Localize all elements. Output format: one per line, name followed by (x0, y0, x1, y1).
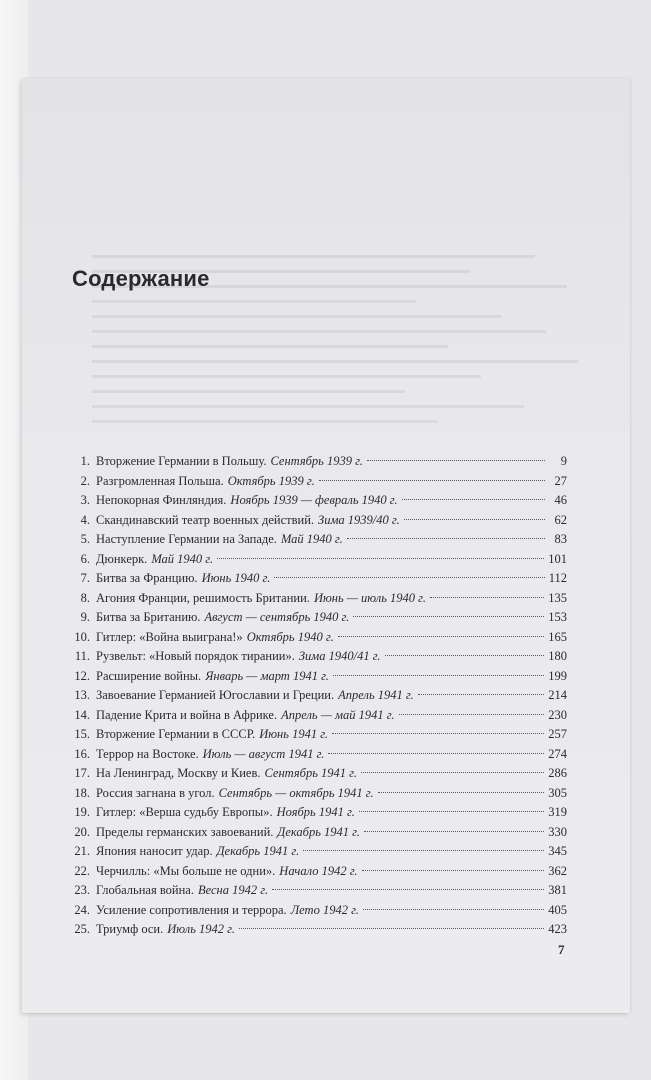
toc-entry-page: 27 (554, 473, 567, 488)
toc-entry-title: На Ленинград, Москву и Киев. (96, 766, 261, 780)
toc-entry-number: 11. (74, 649, 90, 663)
toc-entry-number: 19. (74, 805, 90, 819)
toc-entry-title: Террор на Востоке. (96, 746, 199, 761)
toc-entry-number: 5. (80, 532, 90, 546)
toc-entry (66, 511, 567, 531)
toc-entry-date: Июль — август 1941 г. (202, 746, 325, 761)
toc-entry-number: 3. (80, 493, 90, 507)
toc-entry-title: Вторжение Германии в СССР. (96, 727, 256, 741)
toc-entry (66, 764, 567, 784)
toc-entry (66, 608, 567, 628)
dot-leader (367, 460, 545, 461)
dot-leader (239, 928, 544, 929)
toc-entry-number: 24. (74, 902, 90, 917)
toc-entry (66, 862, 567, 882)
toc-entry (66, 452, 567, 472)
toc-entry-title: Наступление Германии на Западе. (96, 532, 277, 546)
toc-entry-title: Япония наносит удар. (96, 844, 213, 858)
toc-entry (66, 530, 567, 550)
toc-entry-number: 15. (74, 727, 90, 741)
toc-entry-page: 165 (548, 629, 567, 644)
toc-entry-date: Зима 1939/40 г. (318, 512, 400, 527)
dot-leader (361, 772, 544, 773)
toc-entry-date: Ноябрь 1939 — февраль 1940 г. (230, 493, 398, 507)
toc-entry (66, 842, 567, 862)
toc-entry-date: Апрель — май 1941 г. (281, 707, 395, 722)
toc-entry-title: Агония Франции, решимость Британии. (96, 590, 310, 605)
toc-entry-date: Август — сентябрь 1940 г. (204, 610, 350, 624)
dot-leader (404, 519, 545, 520)
toc-entry-number: 18. (74, 785, 90, 800)
toc-entry-title: Падение Крита и война в Африке. (96, 707, 278, 722)
toc-entry-date: Весна 1942 г. (197, 883, 269, 897)
toc-entry-date: Январь — март 1941 г. (205, 668, 329, 683)
toc-entry-title: Вторжение Германии в Польшу. (96, 454, 267, 468)
toc-entry-date: Октябрь 1939 г. (227, 473, 315, 488)
toc-entry-page: 305 (548, 785, 567, 800)
toc-entry-page: 199 (548, 668, 567, 683)
toc-entry-title: Черчилль: «Мы больше не одни». (96, 863, 276, 878)
toc-entry (66, 881, 567, 901)
toc-entry-date: Апрель 1941 г. (338, 688, 414, 702)
toc-entry-page: 330 (548, 824, 567, 839)
toc-entry (66, 628, 567, 648)
toc-entry-title: Скандинавский театр военных действий. (96, 512, 315, 527)
toc-entry-date: Октябрь 1940 г. (246, 629, 334, 644)
toc-entry-title: Разгромленная Польша. (96, 473, 224, 488)
toc-entry-number: 14. (74, 707, 90, 722)
toc-entry-page: 319 (548, 805, 567, 819)
toc-entry-number: 23. (74, 883, 90, 897)
toc-entry-date: Май 1940 г. (280, 532, 343, 546)
toc-entry-page: 135 (548, 590, 567, 605)
dot-leader (399, 714, 545, 715)
toc-entry-title: Глобальная война. (96, 883, 194, 897)
toc-entry-title: Завоевание Германией Югославии и Греции. (96, 688, 335, 702)
toc-entry-page: 153 (548, 610, 567, 624)
dot-leader (328, 753, 544, 754)
toc-entry (66, 920, 567, 940)
toc-entry-number: 10. (74, 629, 90, 644)
dot-leader (402, 499, 545, 500)
toc-entry-number: 17. (74, 766, 90, 780)
dot-leader (359, 811, 544, 812)
dot-leader (362, 870, 545, 871)
toc-entry-date: Май 1940 г. (151, 551, 214, 566)
toc-entry-title: Дюнкерк. (96, 551, 148, 566)
toc-entry (66, 803, 567, 823)
toc-entry (66, 667, 567, 687)
toc-entry-number: 9. (80, 610, 90, 624)
toc-entry-date: Июль 1942 г. (167, 922, 236, 936)
toc-entry-page: 423 (548, 922, 567, 936)
toc-entry-date: Декабрь 1941 г. (277, 824, 360, 839)
toc-entry-number: 1. (80, 454, 90, 468)
dot-leader (353, 616, 544, 617)
toc-entry-number: 8. (80, 590, 90, 605)
toc-entry (66, 589, 567, 609)
dot-leader (272, 889, 544, 890)
page-number: 7 (558, 942, 565, 957)
toc-entry (66, 745, 567, 765)
toc-entry-number: 21. (74, 844, 90, 858)
toc-entry-date: Зима 1940/41 г. (298, 649, 381, 663)
toc-entry-number: 13. (74, 688, 90, 702)
toc-entry (66, 706, 567, 726)
toc-entry-title: Россия загнана в угол. (96, 785, 215, 800)
toc-entry-page: 274 (548, 746, 567, 761)
toc-entry-number: 20. (74, 824, 90, 839)
toc-entry-page: 286 (548, 766, 567, 780)
toc-entry (66, 725, 567, 745)
toc-entry-title: Рузвельт: «Новый порядок тирании». (96, 649, 295, 663)
toc-entry (66, 647, 567, 667)
toc-entry-title: Пределы германских завоеваний. (96, 824, 274, 839)
toc-entry-number: 25. (74, 922, 90, 936)
toc-entry-title: Триумф оси. (96, 922, 164, 936)
dot-leader (319, 480, 545, 481)
toc-entry-page: 101 (548, 551, 567, 566)
toc-entry-page: 230 (548, 707, 567, 722)
toc-entry-page: 257 (548, 727, 567, 741)
toc-entry-page: 46 (554, 493, 567, 507)
toc-entry-date: Сентябрь — октябрь 1941 г. (218, 785, 374, 800)
toc-entry-number: 16. (74, 746, 90, 761)
toc-entry (66, 472, 567, 492)
dot-leader (347, 538, 545, 539)
toc-entry (66, 569, 567, 589)
toc-entry (66, 491, 567, 511)
dot-leader (338, 636, 545, 637)
toc-entry-page: 405 (548, 902, 567, 917)
toc-entry-number: 22. (74, 863, 90, 878)
dot-leader (385, 655, 545, 656)
toc-entry-title: Битва за Британию. (96, 610, 201, 624)
toc-entry-date: Ноябрь 1941 г. (276, 805, 355, 819)
dot-leader (364, 831, 544, 832)
table-of-contents (66, 452, 567, 940)
toc-entry-page: 362 (548, 863, 567, 878)
toc-entry (66, 823, 567, 843)
toc-entry-page: 180 (548, 649, 567, 663)
toc-entry (66, 901, 567, 921)
toc-entry-date: Сентябрь 1941 г. (264, 766, 357, 780)
toc-entry (66, 686, 567, 706)
toc-entry-date: Декабрь 1941 г. (216, 844, 300, 858)
toc-entry-title: Битва за Францию. (96, 571, 198, 585)
toc-entry-page: 214 (548, 688, 567, 702)
toc-entry-number: 12. (74, 668, 90, 683)
toc-entry-title: Непокорная Финляндия. (96, 493, 227, 507)
toc-entry-page: 381 (548, 883, 567, 897)
toc-entry-date: Июнь 1940 г. (201, 571, 271, 585)
toc-entry-date: Сентябрь 1939 г. (270, 454, 363, 468)
dot-leader (418, 694, 545, 695)
dot-leader (363, 909, 544, 910)
toc-entry (66, 550, 567, 570)
dot-leader (274, 577, 544, 578)
dot-leader (378, 792, 545, 793)
toc-entry-date: Июнь 1941 г. (259, 727, 329, 741)
toc-entry-page: 112 (548, 571, 567, 585)
toc-entry-title: Гитлер: «Война выиграна!» (96, 629, 243, 644)
toc-entry-page: 62 (554, 512, 567, 527)
toc-entry-page: 9 (560, 454, 567, 468)
toc-entry-number: 2. (80, 473, 90, 488)
page-title: Содержание (72, 266, 210, 291)
toc-entry-page: 83 (554, 532, 567, 546)
toc-entry-number: 6. (80, 551, 90, 566)
toc-entry-number: 7. (80, 571, 90, 585)
toc-entry-number: 4. (80, 512, 90, 527)
toc-entry-date: Июнь — июль 1940 г. (313, 590, 427, 605)
dot-leader (430, 597, 544, 598)
toc-entry-date: Лето 1942 г. (290, 902, 359, 917)
toc-entry-title: Расширение войны. (96, 668, 202, 683)
dot-leader (332, 733, 544, 734)
dot-leader (217, 558, 544, 559)
dot-leader (303, 850, 544, 851)
toc-entry-title: Усиление сопротивления и террора. (96, 902, 287, 917)
dot-leader (333, 675, 544, 676)
toc-entry-page: 345 (548, 844, 567, 858)
toc-entry (66, 784, 567, 804)
toc-entry-date: Начало 1942 г. (279, 863, 358, 878)
toc-entry-title: Гитлер: «Верша судьбу Европы». (96, 805, 273, 819)
